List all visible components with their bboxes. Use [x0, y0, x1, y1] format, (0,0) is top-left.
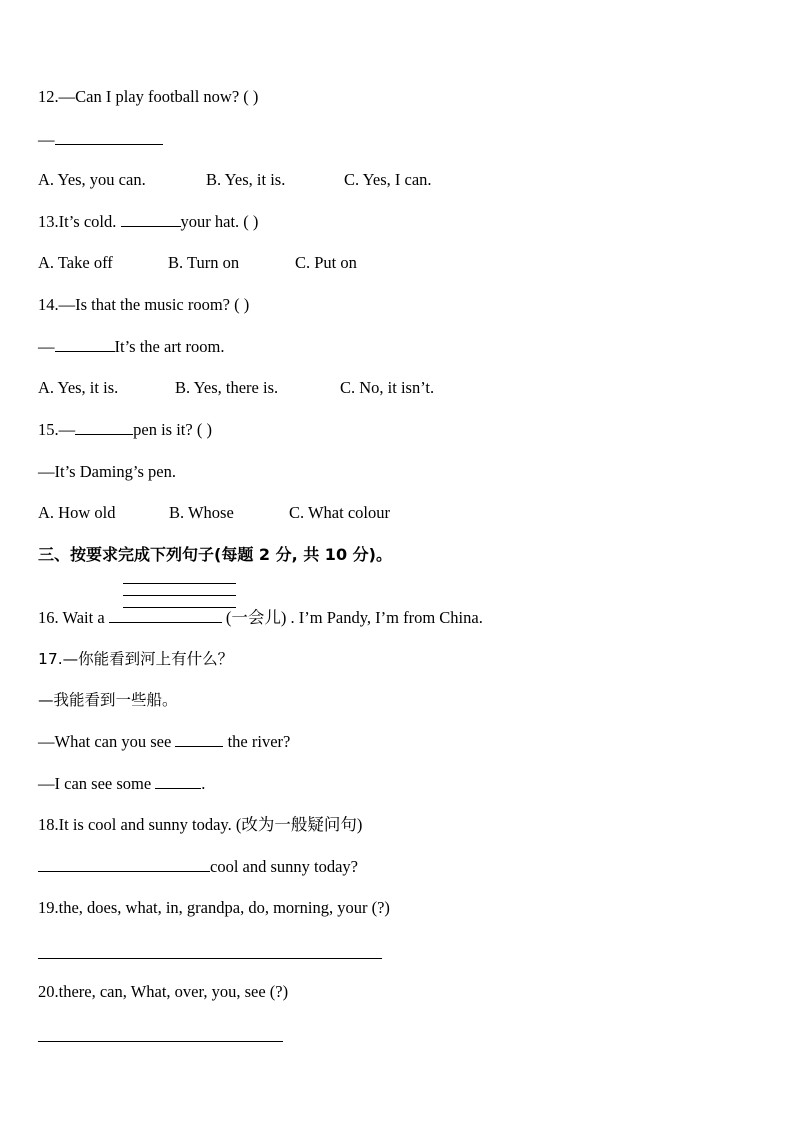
q17-en-a-b: . — [201, 774, 206, 793]
q17-zh-answer: —我能看到一些船。 — [38, 691, 178, 709]
dash: — — [38, 130, 55, 149]
q13-option-a[interactable]: A. Take off — [38, 253, 113, 272]
q13-blank[interactable] — [121, 212, 181, 227]
q15-option-c[interactable]: C. What colour — [289, 503, 390, 522]
q18-answer-line — [38, 857, 358, 877]
q17-en-a-a: —I can see some — [38, 774, 152, 793]
q12-option-c[interactable]: C. Yes, I can. — [344, 170, 432, 189]
q13-option-c[interactable]: C. Put on — [295, 253, 357, 272]
q14-option-a[interactable]: A. Yes, it is. — [38, 378, 119, 397]
q12-answer-line — [38, 130, 163, 150]
q12-option-b[interactable]: B. Yes, it is. — [206, 170, 286, 189]
q15-option-a[interactable]: A. How old — [38, 503, 116, 522]
q17-blank-2[interactable] — [155, 774, 201, 789]
q17-en-answer — [38, 774, 205, 794]
q15-stem-b: pen is it? ( ) — [133, 420, 212, 439]
q16-suffix: (一会儿) . I’m Pandy, I’m from China. — [225, 608, 483, 627]
q17-blank-1[interactable] — [175, 732, 223, 747]
q15-blank[interactable] — [75, 420, 133, 435]
q16-prefix: 16. Wait a — [38, 608, 105, 627]
q19-answer-line[interactable] — [38, 958, 382, 959]
q14-stem: 14.—Is that the music room? ( ) — [38, 295, 250, 314]
section-3-title: 三、按要求完成下列句子(每题 2 分, 共 10 分)。 — [38, 545, 392, 564]
answer-blank[interactable] — [55, 130, 163, 145]
q20-answer-line[interactable] — [38, 1041, 283, 1042]
q14-answer-suffix: It’s the art room. — [114, 337, 225, 356]
q16-blank-line-1[interactable] — [123, 583, 236, 584]
q16-blank-line-2[interactable] — [123, 595, 236, 596]
q12-option-a[interactable]: A. Yes, you can. — [38, 170, 146, 189]
q15-stem — [38, 420, 212, 440]
q12-stem: 12.—Can I play football now? ( ) — [38, 87, 259, 106]
q13-stem — [38, 212, 258, 232]
q13-stem-a: 13.It’s cold. — [38, 212, 117, 231]
q14-options — [38, 378, 434, 398]
q17-en-question — [38, 732, 290, 752]
q13-stem-b: your hat. ( ) — [180, 212, 259, 231]
q18-answer-suffix: cool and sunny today? — [210, 857, 359, 876]
dash: — — [38, 337, 55, 356]
q16-blank[interactable] — [109, 608, 222, 623]
q14-option-c[interactable]: C. No, it isn’t. — [340, 378, 435, 397]
q18-stem: 18.It is cool and sunny today. (改为一般疑问句) — [38, 815, 363, 834]
q17-en-q-a: —What can you see — [38, 732, 172, 751]
q15-answer: —It’s Daming’s pen. — [38, 462, 176, 481]
q16-stem — [38, 608, 483, 628]
q15-options — [38, 503, 390, 523]
q14-answer-line — [38, 337, 224, 357]
q13-options — [38, 253, 357, 273]
q17-zh-question: 17.—你能看到河上有什么？ — [38, 650, 234, 668]
q12-options — [38, 170, 432, 190]
q20-stem: 20.there, can, What, over, you, see (?) — [38, 982, 289, 1001]
q17-en-q-b: the river? — [227, 732, 291, 751]
q18-blank[interactable] — [38, 857, 210, 872]
q13-option-b[interactable]: B. Turn on — [168, 253, 240, 272]
q15-stem-a: 15.— — [38, 420, 76, 439]
q15-option-b[interactable]: B. Whose — [169, 503, 234, 522]
q14-blank[interactable] — [55, 337, 115, 352]
q14-option-b[interactable]: B. Yes, there is. — [175, 378, 279, 397]
q19-stem: 19.the, does, what, in, grandpa, do, morning, your (?) — [38, 898, 390, 917]
